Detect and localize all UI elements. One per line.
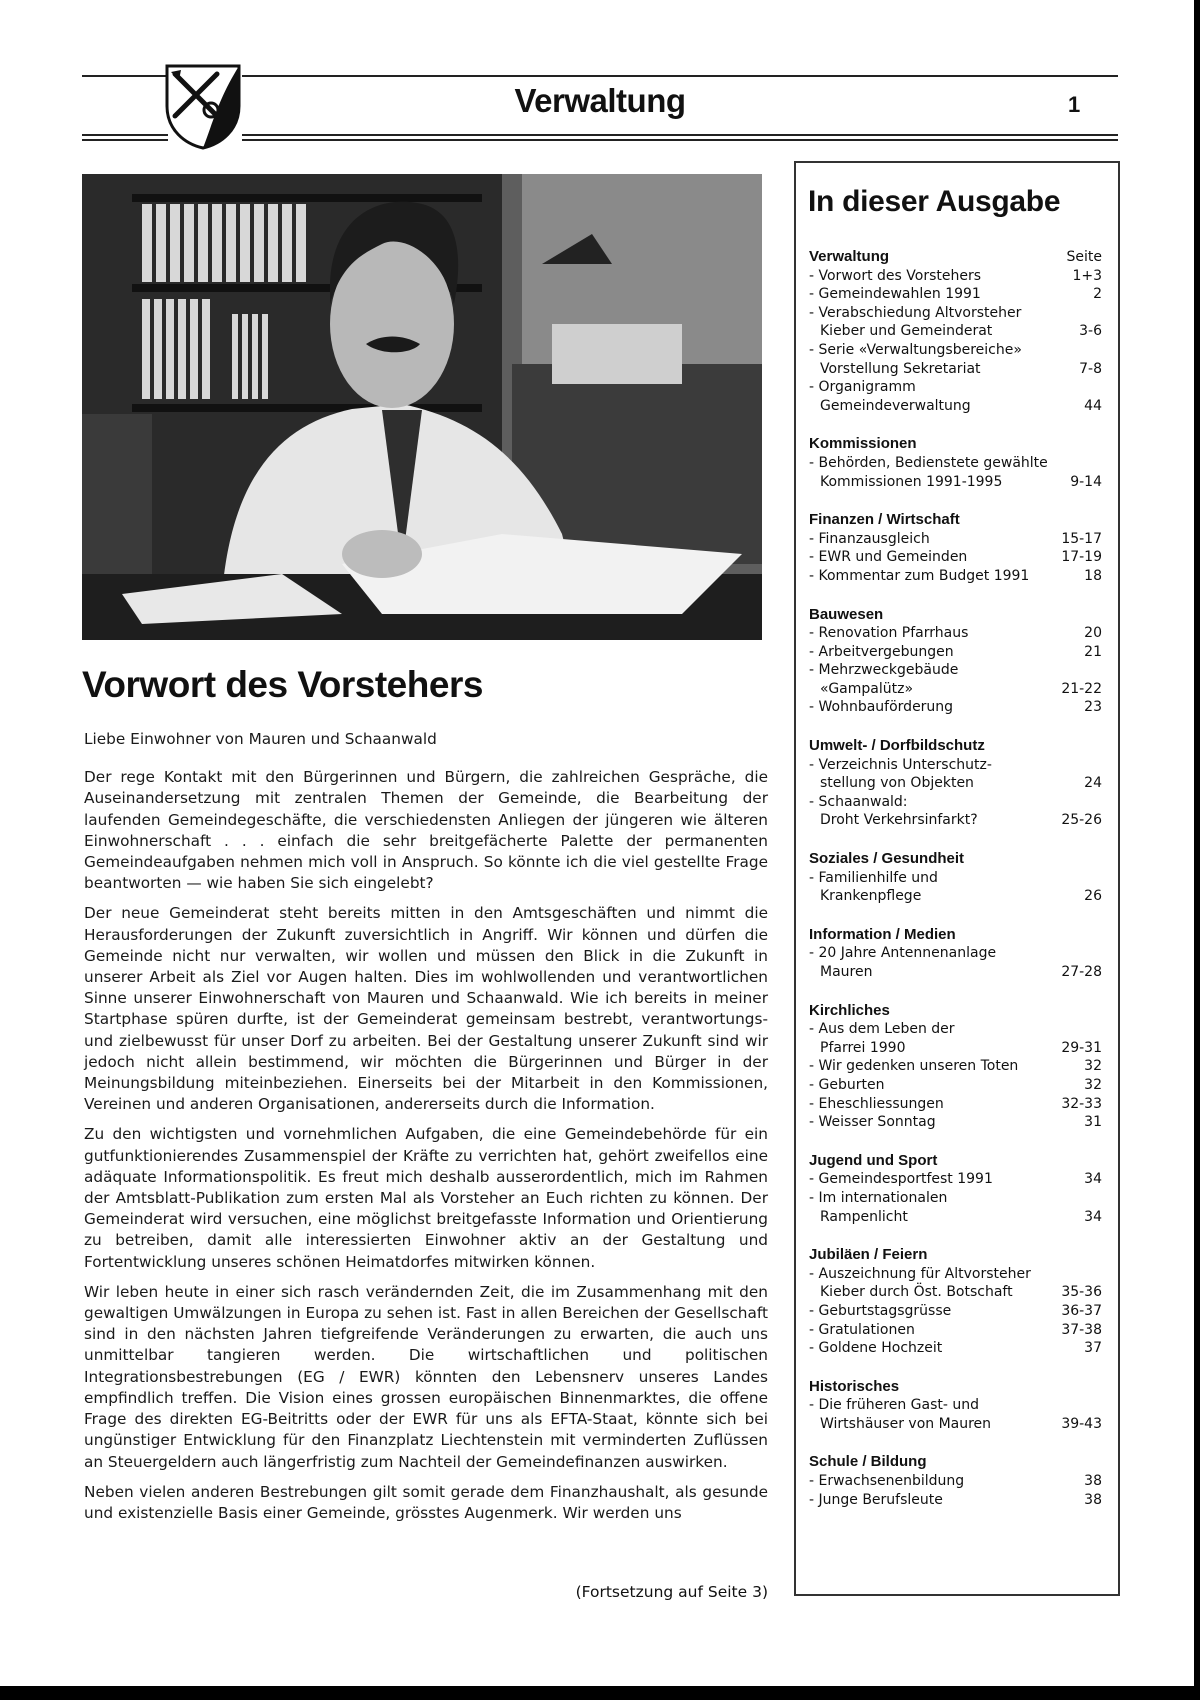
toc-section [809,1378,1102,1434]
header-rule-bottom-1 [82,134,168,136]
toc-entry-page: 31 [1084,1114,1102,1131]
toc-entry-line: - Renovation Pfarrhaus [809,625,969,642]
toc-entry-line: - Vorwort des Vorstehers [809,267,982,284]
toc-section-header [809,1453,1102,1472]
toc-entry-line: Wirtshäuser von Mauren [820,1415,992,1432]
toc-entry[interactable] [809,698,1102,717]
article-paragraph: Zu den wichtigsten und vornehmlichen Aufgaben, die eine Gemeindebehörde für ein gutfunktionierendes Zusammenspiel der Kräfte zu verrichten hat, gehört zweifellos eine adäquate Informationspolitik. Es freut mich deshalb ausserordentlich, mich im Rahmen der Amtsblatt-Publikation zum ersten Mal als Vorsteher an Euch richten zu können. Der Gemeinderat wird versuchen, eine möglichst breitgefasste Information und Orientierung zu betreiben, damit alle interessierten Einwohner aktiv an der Gestaltung und Fortentwicklung unseres schönen Heimatdorfes mitwirken können. [84,1125,768,1271]
toc-section [809,737,1102,830]
toc-section-header [809,606,1102,625]
toc-entry-line: - Finanzausgleich [809,530,930,547]
toc-entry-title [809,1302,1051,1321]
toc-entry-title [809,1057,1074,1076]
toc-entry-line: Krankenpflege [820,888,922,905]
toc-entry[interactable] [809,267,1102,286]
toc-section-title[interactable]: Historisches [809,1377,900,1395]
toc-entry-page: 2 [1093,286,1102,303]
municipal-crest-icon [163,62,243,150]
toc-entry-line: - Verabschiedung Altvorsteher [809,304,1022,321]
toc-entry[interactable] [809,1020,1102,1057]
toc-entry[interactable] [809,1339,1102,1358]
toc-entry-page: 24 [1084,775,1102,792]
toc-entry-line: - Gemeindewahlen 1991 [809,286,981,303]
toc-entry-title [809,267,1062,286]
toc-entry-line: Gemeindeverwaltung [820,397,971,414]
header-rule-bottom-3 [242,134,1118,136]
toc-body [809,248,1102,1529]
page-number: 1 [1068,92,1081,117]
toc-entry-line: Rampenlicht [820,1208,908,1225]
toc-entry-title [809,944,1051,981]
toc-entry-page: 36-37 [1061,1302,1102,1319]
table-of-contents [794,161,1120,1596]
toc-section-title[interactable]: Kommissionen [809,435,917,453]
toc-entry-line: - Aus dem Leben der [809,1021,955,1038]
continuation-note: (Fortsetzung auf Seite 3) [575,1583,768,1601]
article-paragraph: Der neue Gemeinderat steht bereits mitten in den Amtsgeschäften und nimmt die Herausforderungen der Zukunft zuversichtlich in Angriff. Wir können und dürfen die Gemeinde nicht nur verwalten, wir wollen und müssen den Blick in die Zukunft in unserer Arbeit als Ziel vor Augen halten. Dies im wohlwollenden und verantwortlichen Sinne unserer Einwohnerschaft von Mauren und Schaanwald. Wie ich bereits in meiner Startphase spüren durfte, ist der Gemeinderat gemeinsam bestrebt, verantwortungs- und zielbewusst für unser Dorf zu arbeiten. Bei der Gestaltung unserer Zukunft sind wir jedoch nicht allein bestimmend, wir möchten die Bürgerinnen und Bürger in der Meinungsbildung miteinbeziehen. Einerseits bei der Mitarbeit in den Kommissionen, Vereinen und anderen Organisationen, andererseits durch die Information. [84,904,768,1114]
toc-entry-line: - 20 Jahre Antennenanlage [809,945,997,962]
toc-entry[interactable] [809,1491,1102,1510]
toc-section [809,1002,1102,1132]
toc-section-header [809,1152,1102,1171]
toc-section [809,850,1102,906]
toc-entry-page: 17-19 [1061,549,1102,566]
toc-section-header [809,511,1102,530]
toc-section-header [809,1246,1102,1265]
toc-entry-page: 21 [1084,643,1102,660]
toc-entry-line: Pfarrei 1990 [820,1039,906,1056]
toc-entry[interactable] [809,530,1102,549]
toc-entry-title [809,1491,1074,1510]
article-body [84,729,768,1533]
toc-entry-title [809,869,1074,906]
toc-section-header [809,1378,1102,1397]
toc-entry[interactable] [809,378,1102,415]
article-paragraph: Wir leben heute in einer sich rasch verändernden Zeit, die im Zusammenhang mit den gewaltigen Umwälzungen in Europa zu sehen ist. Fast in allen Bereichen der Gesellschaft sind in den nächsten Jahren tiefgreifende Veränderungen zu erwarten, die auch uns unmittelbar tangieren werden. Die wirtschaftlichen und politischen Integrationsbestrebungen (EG / EWR) könnten den Lebensnerv unseres Landes empfindlich treffen. Die Vision eines grossen europäischen Binnenmarktes, die offene Frage des direkten EG-Beitritts oder der EWR für uns als EFTA-Staat, könnte sich bei ungünstiger Entwicklung für den Finanzplatz Liechtenstein mit verminderten Zuflüssen an Steuergeldern auch längerfristig zum Nachteil der Gemeindefinanzen auswirken. [84,1282,768,1471]
toc-entry-line: - Gemeindesportfest 1991 [809,1171,993,1188]
toc-section-title[interactable]: Finanzen / Wirtschaft [809,511,960,529]
toc-entry-title [809,567,1074,586]
toc-entry-title [809,793,1051,830]
toc-entry-line: - Arbeitvergebungen [809,643,954,660]
toc-entry-page: 18 [1084,567,1102,584]
toc-entry-page: 3-6 [1079,323,1102,340]
toc-entry[interactable] [809,304,1102,341]
article-greeting: Liebe Einwohner von Mauren und Schaanwald [84,730,437,748]
toc-entry[interactable] [809,869,1102,906]
toc-entry[interactable] [809,567,1102,586]
toc-section [809,248,1102,415]
toc-entry[interactable] [809,1472,1102,1491]
toc-section-header [809,926,1102,945]
toc-section [809,926,1102,982]
toc-entry[interactable] [809,1265,1102,1302]
toc-entry-title [809,1472,1074,1491]
toc-section-title[interactable]: Jubiläen / Feiern [809,1246,928,1264]
toc-section [809,511,1102,585]
toc-entry-line: Kieber durch Öst. Botschaft [820,1284,1013,1301]
header-rule-top-left [82,75,168,77]
toc-section-title[interactable]: Information / Medien [809,925,956,943]
toc-entry-line: - Auszeichnung für Altvorsteher [809,1265,1031,1282]
toc-section-title[interactable]: Verwaltung [809,248,890,265]
toc-entry-line: - Die früheren Gast- und [809,1397,980,1414]
toc-entry-page: 7-8 [1079,360,1102,377]
toc-section [809,1152,1102,1226]
toc-entry[interactable] [809,793,1102,830]
toc-entry-page: 35-36 [1061,1284,1102,1301]
header-rule-top-right [242,75,1118,77]
toc-entry-line: stellung von Objekten [820,775,974,792]
toc-entry[interactable] [809,1189,1102,1226]
header-rule-bottom-2 [82,139,168,141]
toc-entry[interactable] [809,1095,1102,1114]
toc-entry-title [809,530,1051,549]
toc-entry-page: 44 [1084,397,1102,414]
toc-entry-page: 38 [1084,1473,1102,1490]
toc-entry-title [809,1020,1051,1057]
toc-entry-line: - Familienhilfe und [809,869,938,886]
toc-entry[interactable] [809,756,1102,793]
toc-entry-line: - Wohnbauförderung [809,699,954,716]
article-title: Vorwort des Vorstehers [82,664,483,705]
toc-entry[interactable] [809,1302,1102,1321]
toc-section-header [809,737,1102,756]
toc-entry-line: - Eheschliessungen [809,1095,944,1112]
toc-section-header [809,850,1102,869]
toc-entry[interactable] [809,1321,1102,1340]
toc-entry-title [809,1189,1074,1226]
toc-entry[interactable] [809,944,1102,981]
toc-section-title[interactable]: Jugend und Sport [809,1151,938,1169]
toc-entry-line: - Gratulationen [809,1321,915,1338]
toc-entry-line: - Geburten [809,1076,885,1093]
toc-entry[interactable] [809,661,1102,698]
toc-section-title[interactable]: Umwelt- / Dorfbildschutz [809,737,985,755]
toc-page-label: Seite [1066,249,1102,265]
toc-entry-title [809,1170,1074,1189]
toc-entry-title [809,756,1074,793]
toc-section [809,606,1102,718]
toc-entry[interactable] [809,643,1102,662]
toc-entry-line: - Erwachsenenbildung [809,1473,965,1490]
toc-entry-line: Droht Verkehrsinfarkt? [820,812,978,829]
toc-entry[interactable] [809,1396,1102,1433]
toc-entry-line: - Mehrzweckgebäude [809,662,959,679]
toc-entry-title [809,1339,1074,1358]
toc-entry-line: Mauren [820,964,873,980]
toc-entry-page: 38 [1084,1491,1102,1508]
toc-entry-page: 32 [1084,1076,1102,1093]
toc-entry-line: - Goldene Hochzeit [809,1340,943,1357]
scan-border-bottom [0,1686,1200,1700]
toc-entry-title [809,1095,1051,1114]
toc-entry-line: - EWR und Gemeinden [809,549,968,566]
toc-entry-title [809,378,1074,415]
article-paragraph: Neben vielen anderen Bestrebungen gilt somit gerade dem Finanzhaushalt, als gesunde und existenzielle Basis einer Gemeinde, grösstes Augenmerk. Wir werden uns [84,1482,768,1522]
toc-entry-page: 39-43 [1061,1415,1102,1432]
toc-entry-line: - Serie «Verwaltungsbereiche» [809,341,1022,358]
toc-title: In dieser Ausgabe [808,185,1061,218]
toc-entry-title [809,661,1051,698]
toc-entry-page: 34 [1084,1208,1102,1225]
toc-entry-title [809,285,1083,304]
toc-entry-line: Kommissionen 1991-1995 [820,473,1003,490]
toc-entry-line: Kieber und Gemeinderat [820,323,993,340]
toc-entry-page: 20 [1084,625,1102,642]
toc-entry-title [809,1113,1074,1132]
toc-section-title[interactable]: Kirchliches [809,1001,890,1019]
toc-entry-line: - Organigramm [809,379,916,396]
toc-entry-line: - Junge Berufsleute [809,1491,943,1508]
toc-entry-page: 37-38 [1061,1321,1102,1338]
toc-section-title[interactable]: Soziales / Gesundheit [809,850,965,868]
toc-entry-title [809,643,1074,662]
toc-entry-page: 27-28 [1061,964,1102,980]
toc-entry-title [809,1076,1074,1095]
toc-entry-line: - Verzeichnis Unterschutz- [809,756,992,773]
toc-entry-page: 23 [1084,699,1102,716]
toc-section-title[interactable]: Schule / Bildung [809,1453,927,1471]
toc-entry-line: - Weisser Sonntag [809,1114,936,1131]
toc-entry-line: - Behörden, Bedienstete gewählte [809,454,1048,471]
article-paragraph: Der rege Kontakt mit den Bürgerinnen und Bürgern, die zahlreichen Gespräche, die Auseinandersetzung mit zentralen Themen der Gemeinde, die Bearbeitung der laufenden Gemeindegeschäfte, die verschiedensten Anliegen der jüngeren wie älteren Einwohnerschaft . . . einfach die sehr breitgefächerte Palette der permanenten Gemeindeaufgaben nehmen mich voll in Anspruch. So könnte ich die viel gestellte Frage beantworten — wie haben Sie sich eingelebt? [84,768,768,893]
page-title: Verwaltung [514,82,686,119]
toc-entry-page: 26 [1084,888,1102,905]
toc-entry-title [809,341,1069,378]
toc-entry-page: 15-17 [1061,530,1102,547]
toc-entry-page: 37 [1084,1340,1102,1357]
toc-entry[interactable] [809,1057,1102,1076]
toc-entry-page: 32 [1084,1058,1102,1075]
toc-entry-title [809,1396,1051,1433]
toc-entry-line: - Wir gedenken unseren Toten [809,1058,1019,1075]
portrait-photo-illustration [82,174,762,640]
header-rule-bottom-4 [242,139,1118,141]
toc-entry[interactable] [809,1076,1102,1095]
scan-border-right [1194,0,1200,1700]
toc-entry[interactable] [809,548,1102,567]
toc-entry-line: - Kommentar zum Budget 1991 [809,567,1030,584]
vorsteher-portrait-photo [82,174,762,640]
toc-entry-page: 1+3 [1072,267,1102,284]
toc-entry[interactable] [809,454,1102,491]
toc-entry[interactable] [809,341,1102,378]
toc-entry-page: 34 [1084,1171,1102,1188]
toc-entry-title [809,624,1074,643]
toc-entry-title [809,454,1060,491]
toc-section [809,1246,1102,1358]
toc-section-header [809,248,1102,267]
toc-entry-line: Vorstellung Sekretariat [820,360,981,377]
toc-entry[interactable] [809,1113,1102,1132]
toc-section [809,1453,1102,1509]
toc-entry-page: 32-33 [1061,1095,1102,1112]
toc-entry[interactable] [809,285,1102,304]
toc-section-title[interactable]: Bauwesen [809,605,884,623]
toc-section [809,435,1102,491]
toc-entry-title [809,1265,1051,1302]
toc-section-header [809,435,1102,454]
toc-entry-title [809,548,1051,567]
toc-entry-line: «Gampalütz» [820,680,914,697]
toc-entry-line: - Schaanwald: [809,793,908,810]
toc-entry-title [809,698,1074,717]
toc-entry-title [809,1321,1051,1340]
toc-entry-page: 25-26 [1061,812,1102,829]
toc-entry-page: 9-14 [1070,473,1102,490]
toc-entry-line: - Geburtstagsgrüsse [809,1302,952,1319]
toc-entry[interactable] [809,1170,1102,1189]
toc-entry-line: - Im internationalen [809,1189,948,1206]
toc-entry[interactable] [809,624,1102,643]
toc-entry-page: 29-31 [1061,1039,1102,1056]
toc-section-header [809,1002,1102,1021]
toc-entry-page: 21-22 [1061,680,1102,697]
toc-entry-title [809,304,1069,341]
